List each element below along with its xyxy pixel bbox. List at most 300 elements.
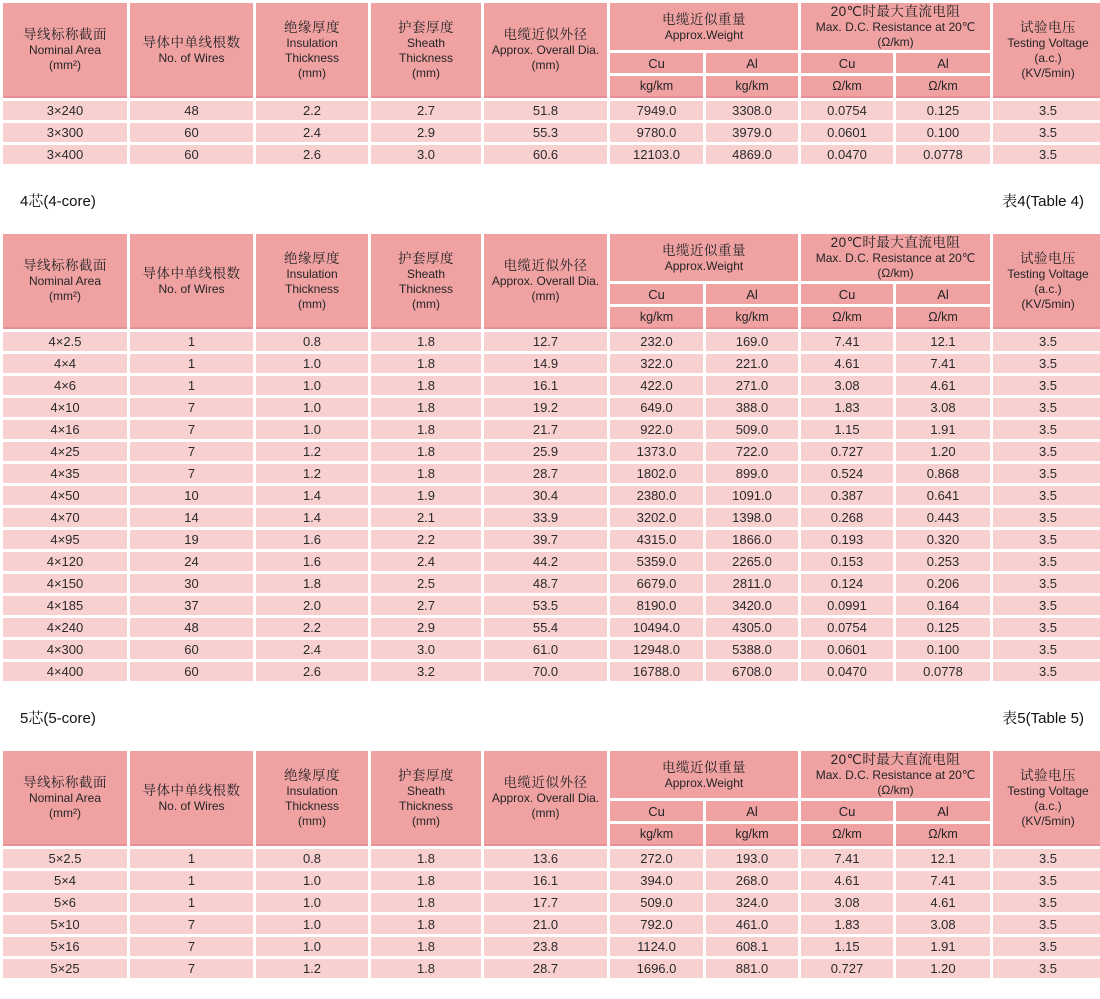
table-cell: 1.4: [256, 486, 368, 505]
table-cell: 39.7: [484, 530, 607, 549]
header-text: 电缆近似外径: [503, 775, 588, 790]
header-text: Ω/km: [928, 79, 958, 93]
header-text: Approx. Overall Dia.: [491, 43, 600, 57]
column-header-overall-diameter: [484, 234, 607, 329]
table-row: [3, 101, 1100, 120]
table-cell: 1.20: [896, 959, 990, 978]
header-text: Thickness: [284, 798, 340, 813]
table4-label: 表4(Table 4): [1002, 192, 1084, 210]
table-cell: 16.1: [484, 376, 607, 395]
table-row: [3, 354, 1100, 373]
table-cell: 60: [130, 123, 253, 142]
table-cell: 1866.0: [706, 530, 798, 549]
column-group-weight: [610, 751, 798, 798]
column-header-sheath-thickness: [371, 3, 481, 98]
table-cell: 3×300: [3, 123, 127, 142]
table-row: [3, 508, 1100, 527]
table-cell: 55.4: [484, 618, 607, 637]
header-text: Approx.Weight: [664, 258, 744, 273]
header-text: Al: [746, 55, 758, 71]
column-header-insulation-thickness: [256, 3, 368, 98]
table-cell: 4×95: [3, 530, 127, 549]
subheader-cu: [610, 801, 703, 821]
table-cell: 0.253: [896, 552, 990, 571]
table-cell: 60.6: [484, 145, 607, 164]
table-cell: 2.6: [256, 662, 368, 681]
table-cell: 7: [130, 464, 253, 483]
table-cell: 4×240: [3, 618, 127, 637]
table-cell: 1802.0: [610, 464, 703, 483]
table-cell: 4×10: [3, 398, 127, 417]
table-cell: 28.7: [484, 464, 607, 483]
table-cell: 3.5: [993, 574, 1100, 593]
table-cell: 4×6: [3, 376, 127, 395]
header-text: Cu: [648, 286, 665, 302]
table-row: [3, 486, 1100, 505]
table-cell: 24: [130, 552, 253, 571]
table-cell: 1: [130, 332, 253, 351]
table-cell: 23.8: [484, 937, 607, 956]
column-group-weight: [610, 234, 798, 281]
table-cell: 60: [130, 640, 253, 659]
table-cell: 3.5: [993, 937, 1100, 956]
table-cell: 0.0778: [896, 662, 990, 681]
table-cell: 461.0: [706, 915, 798, 934]
table-row: [3, 145, 1100, 164]
unit-header: [801, 824, 893, 846]
table-cell: 1.6: [256, 552, 368, 571]
subheader-al: [706, 53, 798, 73]
table-cell: 3.5: [993, 442, 1100, 461]
header-text: 电缆近似外径: [503, 258, 588, 273]
header-text: 绝缘厚度: [284, 19, 340, 35]
table-cell: 1124.0: [610, 937, 703, 956]
table-cell: 3×240: [3, 101, 127, 120]
table-cell: 3.0: [371, 145, 481, 164]
table-cell: 4×35: [3, 464, 127, 483]
header-text: Approx. Overall Dia.: [491, 791, 600, 805]
header-text: Max. D.C. Resistance at 20℃: [815, 20, 976, 34]
table-row: [3, 618, 1100, 637]
table-cell: 1.8: [371, 354, 481, 373]
table-cell: 6679.0: [610, 574, 703, 593]
header-text: Insulation: [286, 266, 338, 281]
table-cell: 509.0: [706, 420, 798, 439]
table-cell: 221.0: [706, 354, 798, 373]
table-cell: 3.5: [993, 618, 1100, 637]
table-cell: 7: [130, 398, 253, 417]
table-cell: 19.2: [484, 398, 607, 417]
table-cell: 1.8: [371, 849, 481, 868]
table-row: [3, 420, 1100, 439]
header-text: Cu: [838, 286, 856, 302]
table-cell: 0.268: [801, 508, 893, 527]
subheader-cu: [801, 284, 893, 304]
table-cell: 60: [130, 145, 253, 164]
table-cell: 1.8: [371, 442, 481, 461]
table-cell: 2.4: [256, 640, 368, 659]
column-header-nominal-area: [3, 234, 127, 329]
header-text: kg/km: [735, 79, 769, 93]
header-text: 电缆近似重量: [662, 242, 746, 258]
header-text: 20℃时最大直流电阻: [830, 4, 961, 19]
table-cell: 3.08: [896, 915, 990, 934]
section-title-4core: 4芯(4-core): [20, 192, 96, 210]
table-cell: 3.5: [993, 398, 1100, 417]
table-cell: 3202.0: [610, 508, 703, 527]
table-cell: 1373.0: [610, 442, 703, 461]
header-text: (KV/5min): [1021, 296, 1075, 311]
table-cell: 21.0: [484, 915, 607, 934]
table-cell: 1091.0: [706, 486, 798, 505]
table-cell: 3.5: [993, 915, 1100, 934]
table-row: [3, 398, 1100, 417]
table-cell: 1.8: [256, 574, 368, 593]
header-text: kg/km: [735, 310, 769, 324]
table-cell: 4×300: [3, 640, 127, 659]
header-text: Cu: [648, 55, 665, 71]
table-cell: 0.100: [896, 123, 990, 142]
table-cell: 33.9: [484, 508, 607, 527]
table-cell: 7.41: [896, 871, 990, 890]
table-cell: 1.4: [256, 508, 368, 527]
table-cell: 4869.0: [706, 145, 798, 164]
table-cell: 1.15: [801, 937, 893, 956]
table-cell: 1.8: [371, 893, 481, 912]
table-cell: 10: [130, 486, 253, 505]
header-text: kg/km: [639, 79, 674, 93]
table-cell: 4315.0: [610, 530, 703, 549]
table-cell: 2.2: [256, 618, 368, 637]
table-row: [3, 123, 1100, 142]
table-cell: 1.2: [256, 464, 368, 483]
table-cell: 2.2: [371, 530, 481, 549]
header-text: (mm): [412, 296, 440, 311]
header-text: 电缆近似重量: [662, 759, 746, 775]
table-cell: 3.08: [801, 376, 893, 395]
header-text: Cu: [838, 55, 856, 71]
column-header-sheath-thickness: [371, 234, 481, 329]
table-cell: 1.0: [256, 354, 368, 373]
table-cell: 4×185: [3, 596, 127, 615]
table-cell: 5×2.5: [3, 849, 127, 868]
table-cell: 6708.0: [706, 662, 798, 681]
column-header-nominal-area: [3, 751, 127, 846]
table-cell: 394.0: [610, 871, 703, 890]
unit-header: [801, 307, 893, 329]
table-cell: 5×10: [3, 915, 127, 934]
table-row: [3, 530, 1100, 549]
subheader-al: [896, 284, 990, 304]
header-text: (mm): [298, 296, 326, 311]
table-cell: 12948.0: [610, 640, 703, 659]
table-cell: 169.0: [706, 332, 798, 351]
table-row: [3, 552, 1100, 571]
table-cell: 5359.0: [610, 552, 703, 571]
table-cell: 0.0754: [801, 101, 893, 120]
unit-header: [610, 307, 703, 329]
table-cell: 12.1: [896, 332, 990, 351]
table-cell: 3.5: [993, 145, 1100, 164]
header-text: Nominal Area: [28, 43, 102, 57]
header-text: (a.c.): [1034, 50, 1062, 65]
table-cell: 4.61: [801, 871, 893, 890]
header-text: Ω/km: [928, 310, 958, 324]
table-cell: 1.8: [371, 420, 481, 439]
table-cell: 5×16: [3, 937, 127, 956]
subheader-al: [706, 801, 798, 821]
table-cell: 1.0: [256, 937, 368, 956]
table-cell: 5×6: [3, 893, 127, 912]
table-cell: 5388.0: [706, 640, 798, 659]
spec-table-5core: [0, 748, 1100, 981]
section-heading-4core: [2, 188, 1098, 212]
table-cell: 30: [130, 574, 253, 593]
column-group-weight: [610, 3, 798, 50]
table-cell: 1.8: [371, 398, 481, 417]
table-cell: 1: [130, 871, 253, 890]
header-text: 20℃时最大直流电阻: [830, 752, 961, 767]
table-cell: 1.0: [256, 376, 368, 395]
table-cell: 1.83: [801, 915, 893, 934]
column-header-no-of-wires: [130, 234, 253, 329]
table-cell: 1.0: [256, 893, 368, 912]
table-cell: 0.100: [896, 640, 990, 659]
table-row: [3, 640, 1100, 659]
table-cell: 4×150: [3, 574, 127, 593]
table-cell: 7: [130, 915, 253, 934]
table-cell: 7: [130, 442, 253, 461]
table-cell: 1: [130, 376, 253, 395]
table-cell: 0.164: [896, 596, 990, 615]
column-header-testing-voltage: [993, 751, 1100, 846]
header-text: 护套厚度: [398, 19, 454, 35]
table-cell: 7: [130, 937, 253, 956]
header-text: (mm): [412, 65, 440, 80]
header-text: Ω/km: [832, 827, 862, 841]
table-cell: 1.8: [371, 332, 481, 351]
table-cell: 3.5: [993, 508, 1100, 527]
header-text: 电缆近似重量: [662, 11, 746, 27]
table-cell: 881.0: [706, 959, 798, 978]
header-text: Thickness: [398, 281, 454, 296]
table-cell: 792.0: [610, 915, 703, 934]
header-text: Al: [937, 286, 949, 302]
table-cell: 28.7: [484, 959, 607, 978]
header-text: 导线标称截面: [23, 27, 107, 42]
table-cell: 7: [130, 420, 253, 439]
header-text: (mm²): [49, 806, 81, 820]
header-text: (KV/5min): [1021, 65, 1075, 80]
table-row: [3, 871, 1100, 890]
table-cell: 3.5: [993, 530, 1100, 549]
table-cell: 48: [130, 618, 253, 637]
table-cell: 30.4: [484, 486, 607, 505]
table-cell: 4.61: [896, 376, 990, 395]
table-row: [3, 849, 1100, 868]
table-row: [3, 464, 1100, 483]
table-cell: 4×2.5: [3, 332, 127, 351]
header-text: Al: [746, 286, 758, 302]
table-cell: 1.20: [896, 442, 990, 461]
table-cell: 2380.0: [610, 486, 703, 505]
table-cell: 44.2: [484, 552, 607, 571]
table-cell: 0.0470: [801, 145, 893, 164]
table-cell: 3.5: [993, 354, 1100, 373]
header-text: Sheath: [406, 266, 446, 281]
table-cell: 25.9: [484, 442, 607, 461]
header-text: Nominal Area: [28, 274, 102, 288]
header-text: Approx.Weight: [664, 27, 744, 42]
column-header-testing-voltage: [993, 234, 1100, 329]
header-text: (a.c.): [1034, 798, 1062, 813]
header-text: (mm²): [49, 58, 81, 72]
table-row: [3, 915, 1100, 934]
table-cell: 5×25: [3, 959, 127, 978]
table-cell: 12.7: [484, 332, 607, 351]
header-text: Thickness: [398, 798, 454, 813]
table-cell: 2.9: [371, 123, 481, 142]
table-cell: 3.5: [993, 552, 1100, 571]
header-text: Thickness: [398, 50, 454, 65]
header-text: Sheath: [406, 783, 446, 798]
subheader-cu: [610, 284, 703, 304]
table-cell: 10494.0: [610, 618, 703, 637]
header-text: (mm²): [49, 289, 81, 303]
table-cell: 1.8: [371, 937, 481, 956]
header-text: Al: [937, 55, 949, 71]
column-header-no-of-wires: [130, 3, 253, 98]
table-cell: 16788.0: [610, 662, 703, 681]
table-cell: 322.0: [610, 354, 703, 373]
column-header-sheath-thickness: [371, 751, 481, 846]
table-cell: 271.0: [706, 376, 798, 395]
table-cell: 4×16: [3, 420, 127, 439]
table-cell: 1.91: [896, 937, 990, 956]
table-cell: 0.0991: [801, 596, 893, 615]
table-cell: 60: [130, 662, 253, 681]
table-cell: 3.08: [801, 893, 893, 912]
table-cell: 2.7: [371, 101, 481, 120]
subheader-cu: [801, 53, 893, 73]
table-cell: 12.1: [896, 849, 990, 868]
table-cell: 388.0: [706, 398, 798, 417]
table-cell: 21.7: [484, 420, 607, 439]
table-cell: 53.5: [484, 596, 607, 615]
header-text: 试验电压: [1020, 767, 1077, 783]
table-cell: 0.8: [256, 849, 368, 868]
table-cell: 4×4: [3, 354, 127, 373]
table-cell: 14: [130, 508, 253, 527]
spec-table-4core: [0, 231, 1100, 684]
table-cell: 0.727: [801, 959, 893, 978]
header-text: Al: [937, 803, 949, 819]
header-text: Insulation: [286, 35, 338, 50]
column-group-resistance: [801, 3, 990, 50]
spec-table-3core-continued: [0, 0, 1100, 167]
table-cell: 268.0: [706, 871, 798, 890]
table-cell: 3.0: [371, 640, 481, 659]
table-cell: 1.0: [256, 871, 368, 890]
table-cell: 4×400: [3, 662, 127, 681]
header-text: 电缆近似外径: [503, 27, 588, 42]
table-cell: 14.9: [484, 354, 607, 373]
table-cell: 61.0: [484, 640, 607, 659]
table-cell: 3.5: [993, 332, 1100, 351]
table-cell: 1: [130, 849, 253, 868]
header-text: Nominal Area: [28, 791, 102, 805]
table-cell: 1.0: [256, 398, 368, 417]
table-cell: 4×50: [3, 486, 127, 505]
table-cell: 19: [130, 530, 253, 549]
table-cell: 1.83: [801, 398, 893, 417]
column-header-overall-diameter: [484, 751, 607, 846]
header-text: Max. D.C. Resistance at 20℃: [815, 251, 976, 265]
header-text: No. of Wires: [158, 798, 225, 813]
table-cell: 3.5: [993, 420, 1100, 439]
table-cell: 422.0: [610, 376, 703, 395]
table-row: [3, 596, 1100, 615]
table-cell: 4×120: [3, 552, 127, 571]
header-text: (mm): [531, 58, 560, 72]
table-cell: 16.1: [484, 871, 607, 890]
table-cell: 37: [130, 596, 253, 615]
table-cell: 1.15: [801, 420, 893, 439]
table-cell: 1.2: [256, 442, 368, 461]
table-cell: 232.0: [610, 332, 703, 351]
table-cell: 0.8: [256, 332, 368, 351]
table-cell: 4×70: [3, 508, 127, 527]
column-header-no-of-wires: [130, 751, 253, 846]
table-cell: 0.0601: [801, 640, 893, 659]
header-text: No. of Wires: [158, 281, 225, 296]
table-cell: 2.5: [371, 574, 481, 593]
table-cell: 4305.0: [706, 618, 798, 637]
table-cell: 0.0754: [801, 618, 893, 637]
table-cell: 17.7: [484, 893, 607, 912]
table-cell: 1.8: [371, 959, 481, 978]
table-cell: 51.8: [484, 101, 607, 120]
subheader-al: [896, 53, 990, 73]
table-cell: 3.5: [993, 893, 1100, 912]
table-cell: 3×400: [3, 145, 127, 164]
table-cell: 0.641: [896, 486, 990, 505]
table-cell: 4.61: [896, 893, 990, 912]
header-text: 护套厚度: [398, 767, 454, 783]
column-header-overall-diameter: [484, 3, 607, 98]
header-text: Ω/km: [928, 827, 958, 841]
unit-header: [896, 824, 990, 846]
table-cell: 3.5: [993, 123, 1100, 142]
table-cell: 1.0: [256, 420, 368, 439]
table-cell: 0.153: [801, 552, 893, 571]
subheader-cu: [801, 801, 893, 821]
table-cell: 922.0: [610, 420, 703, 439]
header-text: Ω/km: [832, 79, 862, 93]
table-cell: 7949.0: [610, 101, 703, 120]
table-cell: 1.8: [371, 464, 481, 483]
table-cell: 3.5: [993, 640, 1100, 659]
table-cell: 48: [130, 101, 253, 120]
table-cell: 3.5: [993, 959, 1100, 978]
table-4core: [0, 231, 1100, 684]
table-cell: 1.2: [256, 959, 368, 978]
section-heading-5core: [2, 705, 1098, 729]
header-text: 20℃时最大直流电阻: [830, 235, 961, 250]
table-row: [3, 574, 1100, 593]
table-cell: 899.0: [706, 464, 798, 483]
table-row: [3, 442, 1100, 461]
